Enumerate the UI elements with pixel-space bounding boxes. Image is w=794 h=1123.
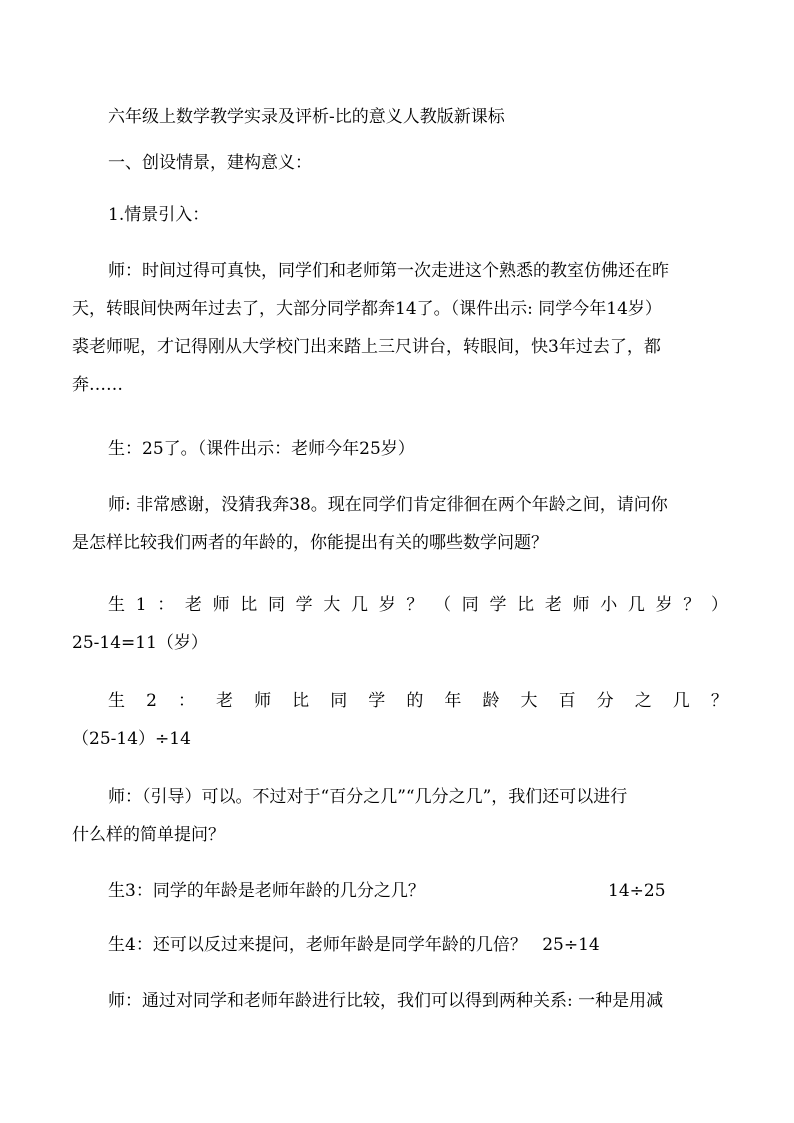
char: 1 <box>135 595 147 615</box>
paragraph-1-line-3: 裘老师呢，才记得刚从大学校门出来踏上三尺讲台，转眼间，快3年过去了，都 <box>72 337 661 357</box>
char: ？ <box>406 595 424 615</box>
char: 几 <box>672 691 690 711</box>
paragraph-7-formula: 14÷25 <box>608 881 666 901</box>
char: 岁 <box>378 595 396 615</box>
section-heading: 一、创设情景，建构意义： <box>108 153 312 173</box>
char: ？ <box>710 691 728 711</box>
char: 大 <box>323 595 341 615</box>
char: 2 <box>146 691 157 711</box>
char: 师 <box>254 691 272 711</box>
char: 同 <box>330 691 348 711</box>
char: 生 <box>108 595 125 615</box>
paragraph-2: 生：25了。（课件出示：老师今年25岁） <box>108 439 415 459</box>
char: 同 <box>267 595 285 615</box>
char: 分 <box>596 691 614 711</box>
paragraph-7-text: 生3：同学的年龄是老师年龄的几分之几？ <box>108 881 425 901</box>
char: 比 <box>292 691 310 711</box>
char: 大 <box>520 691 538 711</box>
paragraph-9-line-1: 师：通过对同学和老师年龄进行比较，我们可以得到两种关系: 一种是用减 <box>108 991 664 1011</box>
paragraph-5-line-2: （25-14）÷14 <box>72 729 191 749</box>
char: ： <box>177 691 195 711</box>
paragraph-4-line-2: 25-14=11（岁） <box>72 633 208 653</box>
paragraph-6-line-2: 什么样的简单提问？ <box>72 825 225 845</box>
paragraph-4-line-1 <box>108 592 728 618</box>
char: 老 <box>184 595 202 615</box>
paragraph-1-line-2: 天，转眼间快两年过去了，大部分同学都奔14了。（课件出示: 同学今年14岁） <box>72 299 662 319</box>
char: 几 <box>627 595 645 615</box>
char: 比 <box>240 595 258 615</box>
document-title: 六年级上数学教学实录及评析-比的意义人教版新课标 <box>108 107 505 127</box>
char: ： <box>157 595 175 615</box>
char: 老 <box>216 691 234 711</box>
paragraph-1-line-1: 师：时间过得可真快，同学们和老师第一次走进这个熟悉的教室仿佛还在昨 <box>108 261 669 281</box>
char: 之 <box>634 691 652 711</box>
char: ？ <box>683 595 701 615</box>
char: 生 <box>108 691 125 711</box>
paragraph-8-text: 生4：还可以反过来提问，老师年龄是同学年龄的几倍？ <box>108 935 527 955</box>
char: 几 <box>351 595 369 615</box>
char: 师 <box>212 595 230 615</box>
char: 的 <box>406 691 424 711</box>
char: 学 <box>489 595 507 615</box>
char: 学 <box>295 595 313 615</box>
char: 同 <box>461 595 479 615</box>
paragraph-8 <box>108 932 728 958</box>
paragraph-1-line-4: 奔…… <box>72 375 123 395</box>
paragraph-5-line-1 <box>108 688 728 714</box>
paragraph-7 <box>108 878 728 904</box>
paragraph-3-line-2: 是怎样比较我们两者的年龄的，你能提出有关的哪些数学问题？ <box>72 533 548 553</box>
char: 龄 <box>482 691 500 711</box>
paragraph-8-formula: 25÷14 <box>542 935 600 955</box>
char: 百 <box>558 691 576 711</box>
subsection-heading: 1.情景引入： <box>108 205 210 225</box>
char: 老 <box>544 595 562 615</box>
char: 师 <box>572 595 590 615</box>
char: 年 <box>444 691 462 711</box>
char: （ <box>434 595 452 615</box>
char: 岁 <box>655 595 673 615</box>
paragraph-6-line-1: 师：（引导）可以。不过对于“百分之几”“几分之几”，我们还可以进行 <box>108 787 628 807</box>
paragraph-3-line-1: 师: 非常感谢，没猜我奔38。现在同学们肯定徘徊在两个年龄之间，请问你 <box>108 495 668 515</box>
char: 小 <box>600 595 618 615</box>
char: 学 <box>368 691 386 711</box>
char: 比 <box>517 595 535 615</box>
char: ） <box>710 595 728 615</box>
